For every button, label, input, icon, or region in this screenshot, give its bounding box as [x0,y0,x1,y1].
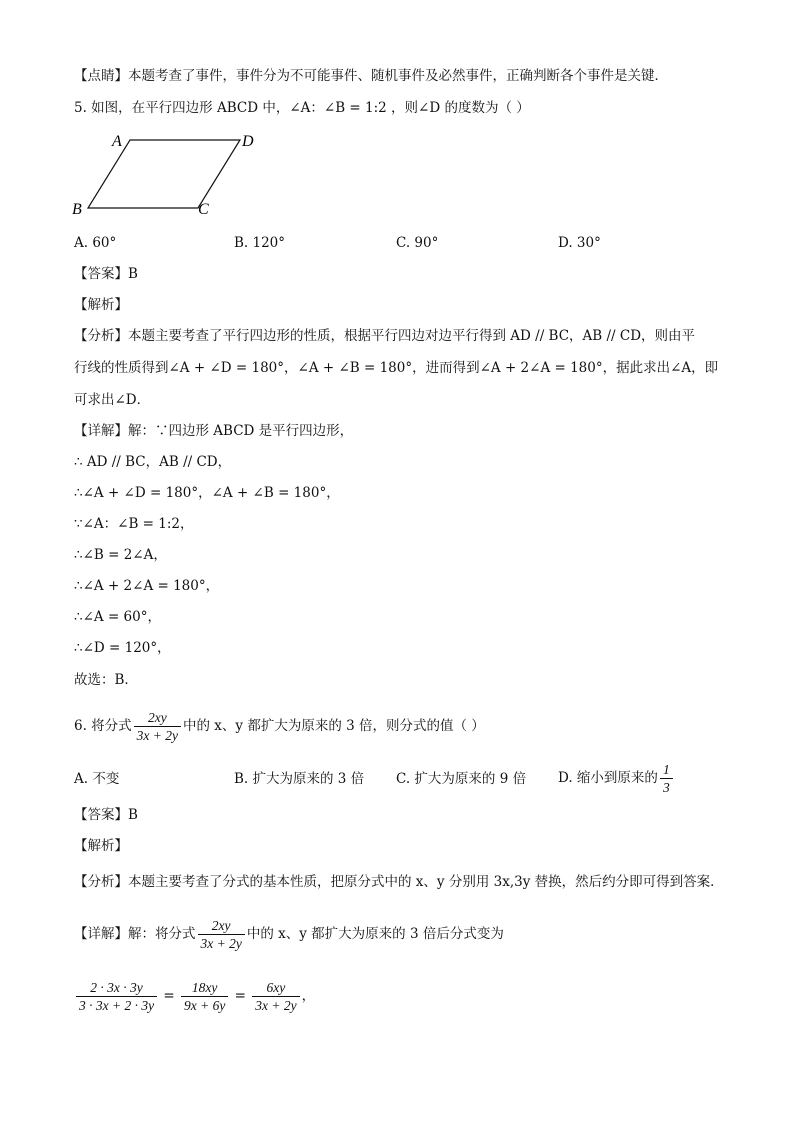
q6-detail-denominator: 3x + 2y [198,934,245,952]
vertex-label-b: B [72,201,82,218]
q5-analysis-line-1: 【分析】本题主要考查了平行四边形的性质，根据平行四边对边平行得到 AD // BC，AB // CD，则由平 [74,328,696,344]
q5-option-a: A. 60° [74,235,117,251]
q5-detail-line: 【详解】解：∵四边形 ABCD 是平行四边形， [74,423,354,439]
q6-analysis-heading: 【解析】 [74,838,128,854]
q5-analysis-line-2: 行线的性质得到∠A + ∠D = 180°，∠A + ∠B = 180°，进而得到∠A + 2∠A = 180°，据此求出∠A，即 [74,360,719,376]
q5-stem: 5. 如图，在平行四边形 ABCD 中，∠A：∠B = 1:2 ，则∠D 的度数为（ ） [74,100,530,116]
q6-option-d-denominator: 3 [660,778,673,796]
equation-fraction-1 [76,979,157,1014]
q6-fraction-numerator: 2xy [147,710,167,725]
q6-stem-suffix: 中的 x、y 都扩大为原来的 3 倍，则分式的值（ ） [183,718,485,734]
q6-fraction [134,709,181,744]
q6-option-d-fraction [660,761,673,796]
q5-option-d: D. 30° [558,235,601,251]
q6-option-b: B. 扩大为原来的 3 倍 [234,771,365,787]
q5-analysis-line-3: 可求出∠D． [74,392,151,408]
q5-option-c: C. 90° [396,235,439,251]
q5-detail-line: 故选：B． [74,672,138,688]
parallelogram-shape [88,140,240,208]
equation-fraction-2-denominator: 9x + 6y [181,996,228,1014]
q6-detail-fraction [198,917,245,952]
q6-answer: 【答案】B [74,807,138,823]
equation-fraction-1-numerator: 2 · 3x · 3y [90,980,143,995]
q6-fraction-denominator: 3x + 2y [134,726,181,744]
q6-option-c: C. 扩大为原来的 9 倍 [396,771,527,787]
q5-detail-line: ∴∠A + 2∠A = 180°， [74,578,220,594]
equation-fraction-3-denominator: 3x + 2y [252,996,299,1014]
q5-detail-line: ∴∠D = 120°， [74,640,171,656]
equation-end-punctuation: ， [301,988,316,1004]
q5-detail-line: ∴∠A = 60°， [74,609,161,625]
vertex-label-a: A [112,133,122,150]
q6-detail-suffix: 中的 x、y 都扩大为原来的 3 倍后分式变为 [246,926,504,942]
q4-comment: 【点睛】本题考查了事件，事件分为不可能事件、随机事件及必然事件，正确判断各个事件是关键． [74,68,668,84]
equation-fraction-3 [252,979,299,1014]
equation-fraction-2-numerator: 18xy [191,980,218,995]
q6-option-d [558,760,675,796]
equation-fraction-1-denominator: 3 · 3x + 2 · 3y [76,996,157,1014]
q6-stem [74,708,485,744]
q6-option-d-numerator: 1 [662,762,670,777]
q5-detail-line: ∴ AD // BC，AB // CD， [74,454,232,470]
equals-sign: = [163,988,175,1004]
q5-detail-line: ∵∠A：∠B = 1:2， [74,516,194,532]
q6-analysis: 【分析】本题主要考查了分式的基本性质，把原分式中的 x、y 分别用 3x,3y 替换，然后约分即可得到答案． [74,874,724,890]
q6-equation [74,976,315,1016]
equals-sign: = [234,988,246,1004]
parallelogram-figure [64,128,264,220]
q5-option-b: B. 120° [234,235,286,251]
q6-detail-prefix: 【详解】解：将分式 [74,926,196,942]
vertex-label-c: C [198,201,209,218]
q5-answer: 【答案】B [74,266,138,282]
q5-analysis-heading: 【解析】 [74,297,128,313]
vertex-label-d: D [242,133,254,150]
q6-option-d-text: D. 缩小到原来的 [558,770,658,786]
equation-fraction-3-numerator: 6xy [266,980,286,995]
q5-detail-line: ∴∠A + ∠D = 180°，∠A + ∠B = 180°， [74,485,340,501]
q6-option-a: A. 不变 [74,771,120,787]
q6-stem-prefix: 6. 将分式 [74,718,132,734]
equation-fraction-2 [181,979,228,1014]
q5-detail-line: ∴∠B = 2∠A， [74,547,167,563]
q6-detail-numerator: 2xy [211,918,231,933]
q6-detail-line [74,916,504,952]
